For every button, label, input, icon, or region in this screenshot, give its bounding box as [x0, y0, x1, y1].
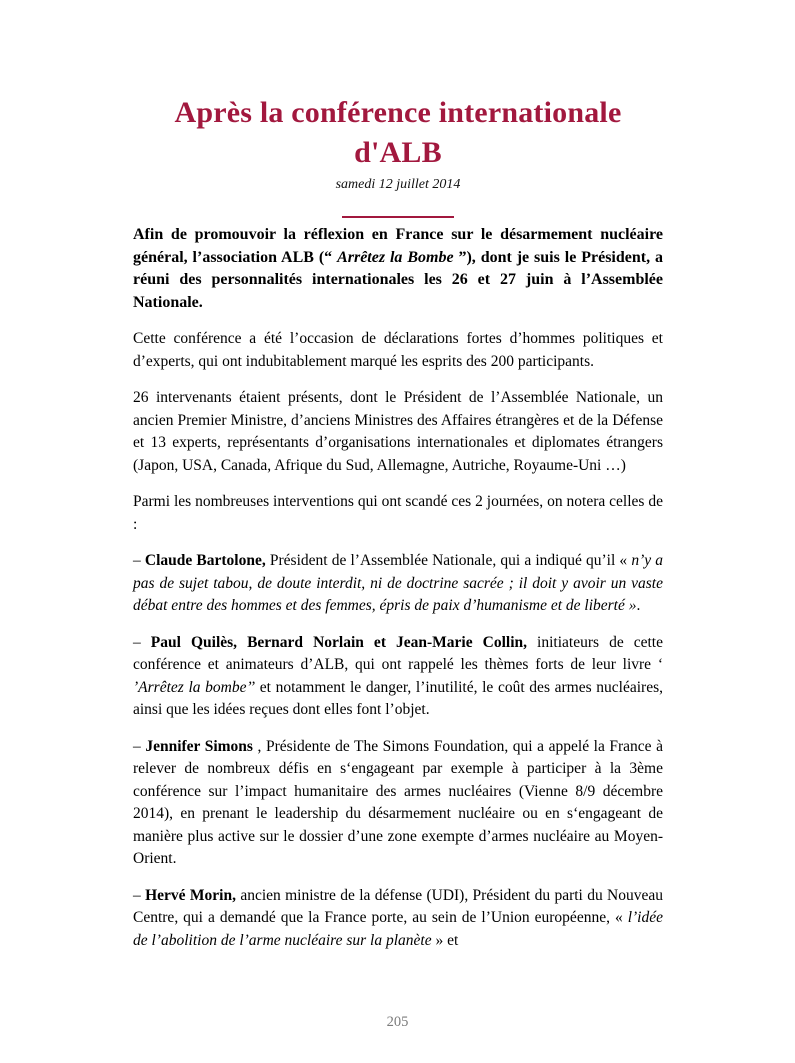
title-divider — [342, 216, 454, 218]
dash-segment: – — [133, 886, 146, 904]
page-title-line2: d'ALB — [354, 136, 442, 169]
paragraph-morin — [133, 885, 663, 953]
dash-segment: – — [133, 633, 151, 651]
text-segment: ”), dont je suis le Président, a réuni des personnalités internationales les 26 et 27 juin à l’Assemblée Nationale. — [133, 248, 663, 311]
person-name-segment: Paul Quilès, Bernard Norlain et Jean-Marie Collin, — [150, 633, 528, 651]
text-segment: , Présidente de The Simons Foundation, qui a appelé la France à relever de nombreux défis en s‘engageant par exemple à participer à la 3ème conférence sur l’impact humanitaire des armes nucléaires (Vienne 8/9 décembre 2014), en prenant le leadership du désarmement nucléaire ou en s‘engageant de manière plus active sur le dossier d’une zone exempte d’armes nucléaire au Moyen-Orient. — [133, 737, 664, 867]
quote-segment: l’idée de l’abolition de l’arme nucléaire sur la planète — [133, 909, 663, 949]
paragraph-intervenants — [133, 387, 663, 477]
paragraph-quiles — [133, 632, 663, 722]
paragraph-bartolone — [133, 550, 663, 618]
paragraph-conference — [133, 328, 663, 373]
text-segment: » et — [431, 931, 459, 949]
text-segment: ancien ministre de la défense (UDI), Président du parti du Nouveau Centre, qui a demandé que la France porte, au sein de l’Union européenne, « — [133, 886, 663, 926]
text-segment: Parmi les nombreuses interventions qui ont scandé ces 2 journées, on notera celles de : — [133, 493, 663, 533]
paragraph-simons — [133, 736, 663, 871]
document-content — [133, 0, 663, 966]
quote-segment: n’y a pas de sujet tabou, de doute interdit, ni de doctrine sacrée ; il doit y avoir un vaste débat entre des hommes et des femmes, épris de paix d’humanisme et de liberté » — [133, 552, 663, 614]
dash-segment: – — [133, 552, 145, 569]
text-segment: et notamment le danger, l’inutilité, le coût des armes nucléaires, ainsi que les idées reçues dont elles font l’objet. — [133, 678, 663, 718]
document-date: samedi 12 juillet 2014 — [335, 177, 461, 192]
person-name-segment: Hervé Morin, — [145, 886, 236, 904]
book-title-segment: ’Arrêtez la bombe’’ — [133, 678, 256, 696]
text-segment: . — [636, 597, 641, 614]
person-name-segment: Claude Bartolone, — [144, 552, 266, 569]
paragraph-parmi — [133, 491, 663, 536]
page-title — [133, 93, 663, 173]
page-number: 205 — [386, 1014, 409, 1030]
page-title-line1: Après la conférence internationale — [174, 96, 622, 129]
person-name-segment: Jennifer Simons — [145, 737, 253, 755]
paragraph-intro — [133, 224, 663, 314]
text-segment: Président de l’Assemblée Nationale, qui a indiqué qu’il « — [265, 552, 632, 569]
text-segment: Afin de promouvoir la réflexion en France sur le désarmement nucléaire général, l’association ALB (“ — [133, 226, 663, 266]
text-segment: 26 intervenants étaient présents, dont le Président de l’Assemblée Nationale, un ancien Premier Ministre, d’anciens Ministres des Affaires étrangères et de la Défense et 13 experts, représentants d’organisations internationales et diplomates étrangers (Japon, USA, Canada, Afrique du Sud, Allemagne, Autriche, Royaume-Uni …) — [133, 389, 663, 474]
text-segment: initiateurs de cette conférence et animateurs d’ALB, qui ont rappelé les thèmes forts de leur livre ‘ — [133, 633, 663, 673]
dash-segment: – — [133, 737, 146, 755]
book-title-segment: Arrêtez la Bombe — [337, 248, 454, 266]
text-segment: Cette conférence a été l’occasion de déclarations fortes d’hommes politiques et d’experts, qui ont indubitablement marqué les esprits des 200 participants. — [133, 330, 663, 370]
